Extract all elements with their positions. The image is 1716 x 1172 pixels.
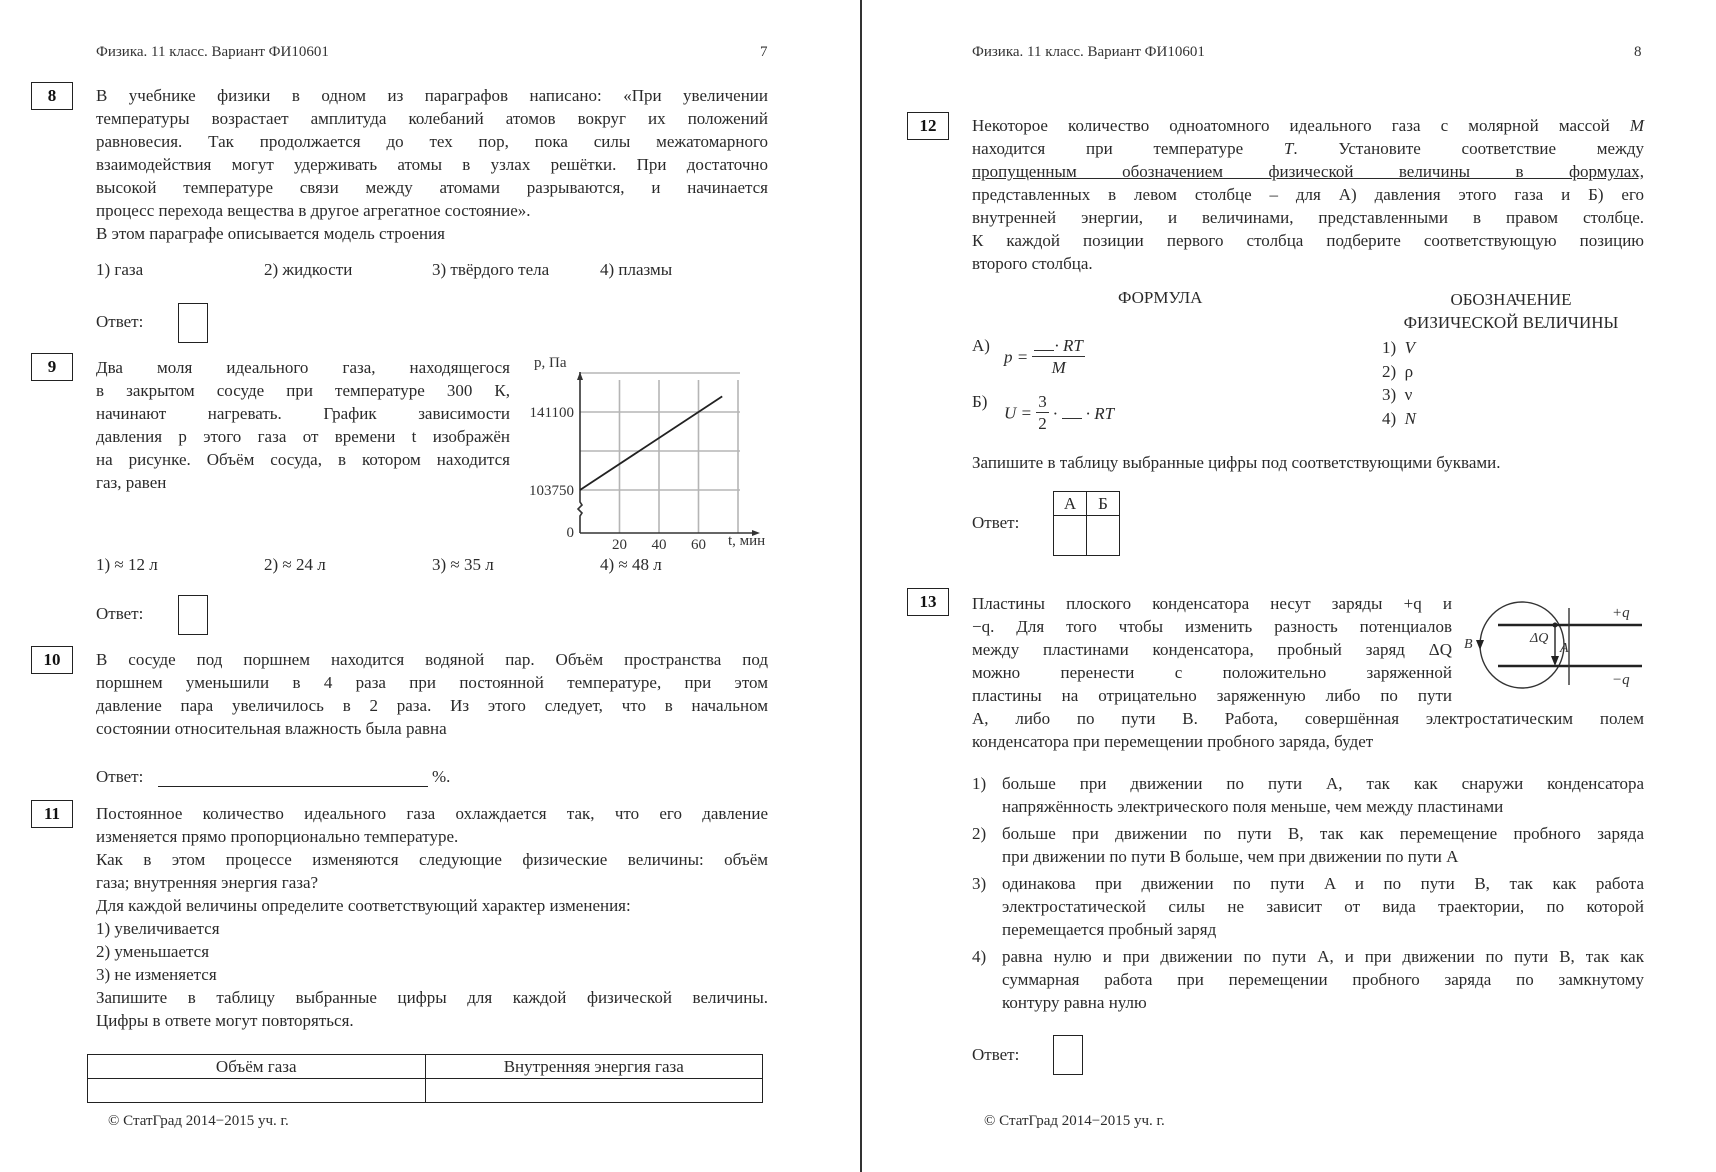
option-line: больше при движении по пути A, так как снаружи конденсатора (1002, 774, 1644, 793)
q9-option-2[interactable]: 2) ≈ 24 л (264, 555, 326, 574)
text-line: на рисунке. Объём сосуда, в котором находится (96, 450, 510, 469)
q13-options (972, 772, 1644, 1018)
footer-left: © СтатГрад 2014−2015 уч. г. (108, 1113, 289, 1129)
text-line: давление пара увеличилось в 2 раза. Из этого следует, что в начальном (96, 696, 768, 715)
formula-a: p = $\frac{\cdot RT}{M}$ (1004, 336, 1083, 377)
option-line: напряжённость электрического поля меньше, чем между пластинами (1002, 797, 1504, 816)
label-delta-q: ΔQ (1530, 631, 1549, 646)
series-line-pressure (580, 396, 722, 490)
q12-instruction: Запишите в таблицу выбранные цифры под соответствующими буквами. (972, 453, 1501, 472)
table-header-a: А (1054, 492, 1087, 516)
q9-option-4[interactable]: 4) ≈ 48 л (600, 555, 662, 574)
symbol-item: 2) ρ (1382, 361, 1414, 381)
option-line: при движении по пути B больше, чем при движении по пути A (1002, 847, 1459, 866)
text-line: поршнем уменьшили в 4 раза при постоянной температуре, при этом (96, 673, 768, 692)
q8-option-4[interactable]: 4) плазмы (600, 260, 673, 279)
y-tick-label: 141100 (529, 405, 574, 421)
text-line: внутренней энергии, и величинами, представленными в правом столбце. (972, 208, 1644, 227)
q13-answer-box[interactable] (1053, 1035, 1083, 1075)
option-number: 4) (972, 947, 987, 966)
q8-answer-box[interactable] (178, 303, 208, 343)
symbol-item: 1) V (1382, 338, 1416, 357)
question-9-text (96, 356, 510, 494)
option-number: 2) (972, 824, 987, 843)
question-10-text (96, 648, 768, 740)
q11-answer-cell-volume[interactable] (88, 1079, 426, 1103)
text-line: Для каждой величины определите соответствующий характер изменения: (96, 896, 631, 915)
text-line: Два моля идеального газа, находящегося (96, 358, 510, 377)
q13-option-3[interactable] (972, 872, 1644, 941)
q11-answer-cell-energy[interactable] (425, 1079, 763, 1103)
x-axis-label: t, мин (728, 533, 766, 549)
text-line: равновесия. Так продолжается до тех пор, пока силы межатомарного (96, 132, 768, 151)
text-line: −q. Для того чтобы изменить разность потенциалов (972, 617, 1452, 636)
test-charge-dot (1553, 623, 1558, 628)
option-number: 3) (972, 874, 987, 893)
text-line: высокой температуре связи между атомами разрываются, и начинается (96, 178, 768, 197)
label-path-b: B (1464, 637, 1473, 652)
table-header-volume: Объём газа (88, 1055, 426, 1079)
symbol-list (1382, 336, 1416, 430)
q12-answer-table (1053, 491, 1120, 556)
text-line: В учебнике физики в одном из параграфов написано: «При увеличении (96, 86, 768, 105)
question-number-11: 11 (31, 800, 73, 828)
text-line: В этом параграфе описывается модель строения (96, 224, 445, 243)
q12-answer-cell-b[interactable] (1087, 516, 1120, 556)
capacitor-diagram (1460, 590, 1670, 700)
question-8-text (96, 84, 768, 245)
text-line: находится при температуре T. Установите соответствие между (972, 139, 1644, 158)
label-plus-q: +q (1612, 605, 1630, 621)
chart-series (580, 396, 722, 490)
text-line: процесс перехода вещества в другое агрегатное состояние». (96, 201, 531, 220)
question-number-12: 12 (907, 112, 949, 140)
text-line: Запишите в таблицу выбранные цифры для каждой физической величины. (96, 988, 768, 1007)
text-line: 1) увеличивается (96, 919, 220, 938)
formula-a-label: А) (972, 336, 990, 355)
y-axis-label: p, Па (534, 355, 567, 371)
answer-label: Ответ: (96, 767, 144, 786)
chart-grid (580, 373, 740, 533)
question-12-text (972, 114, 1644, 275)
path-a-arrow-icon (1551, 656, 1559, 666)
question-13-text (972, 592, 1452, 707)
answer-label: Ответ: (972, 1045, 1020, 1064)
text-line: A, либо по пути B. Работа, совершённая электростатическим полем (972, 709, 1644, 728)
text-line: Как в этом процессе изменяются следующие физические величины: объём (96, 850, 768, 869)
q11-answer-table (87, 1054, 763, 1103)
question-number-13: 13 (907, 588, 949, 616)
text-line: пластины на отрицательно заряженную либо по пути (972, 686, 1452, 705)
q13-option-2[interactable] (972, 822, 1644, 868)
path-b-curve (1480, 602, 1564, 688)
text-line: изменяется прямо пропорционально температуре. (96, 827, 459, 846)
q9-answer-box[interactable] (178, 595, 208, 635)
option-line: больше при движении по пути B, так как перемещение пробного заряда (1002, 824, 1644, 843)
answer-label: Ответ: (972, 513, 1020, 532)
answer-label: Ответ: (96, 604, 144, 623)
page-header-right: Физика. 11 класс. Вариант ФИ10601 (972, 44, 1205, 60)
option-number: 1) (972, 774, 987, 793)
option-line: электростатической силы не зависит от вида траектории, по которой (1002, 897, 1644, 916)
text-line: В сосуде под поршнем находится водяной пар. Объём пространства под (96, 650, 768, 669)
formula-a-blank (1034, 338, 1054, 351)
label-path-a: A (1560, 641, 1569, 656)
text-line: К каждой позиции первого столбца подберите соответствующую позицию (972, 231, 1644, 250)
text-line: 3) не изменяется (96, 965, 217, 984)
option-line: одинакова при движении по пути A и по пути B, так как работа (1002, 874, 1644, 893)
text-line: в закрытом сосуде при температуре 300 К, (96, 381, 510, 400)
q8-option-3[interactable]: 3) твёрдого тела (432, 260, 550, 279)
text-line: пропущенным обозначением физической величины в формулах, (972, 162, 1644, 181)
x-tick-label: 20 (612, 537, 627, 553)
symbol-item: 3) ν (1382, 385, 1413, 404)
text-line: газа; внутренняя энергия газа? (96, 873, 319, 892)
footer-right: © СтатГрад 2014−2015 уч. г. (984, 1113, 1165, 1129)
question-11-text (96, 802, 768, 1032)
formula-column-title: ФОРМУЛА (1118, 288, 1203, 307)
text-line: Пластины плоского конденсатора несут заряды +q и (972, 594, 1452, 613)
symbol-item: 4) N (1382, 408, 1417, 428)
option-line: перемещается пробный заряд (1002, 920, 1217, 939)
y-tick-label: 0 (566, 525, 574, 541)
q12-answer-cell-a[interactable] (1054, 516, 1087, 556)
text-line: Постоянное количество идеального газа охлаждается так, что его давление (96, 804, 768, 823)
text-line: начинают нагревать. График зависимости (96, 404, 510, 423)
text-line: можно перенести с положительно заряженной (972, 663, 1452, 682)
pressure-time-chart (510, 350, 780, 555)
text-line: давления p этого газа от времени t изображён (96, 427, 510, 446)
text-line: второго столбца. (972, 254, 1093, 273)
text-line: конденсатора при перемещении пробного заряда, будет (972, 732, 1374, 751)
text-line: взаимодействия могут удерживать атомы в узлах решётки. При достаточно (96, 155, 768, 174)
chart-axes (577, 372, 760, 536)
question-number-9: 9 (31, 353, 73, 381)
symbol-column-title: ОБОЗНАЧЕНИЕ ФИЗИЧЕСКОЙ ВЕЛИЧИНЫ (1403, 290, 1619, 332)
x-tick-label: 40 (651, 537, 667, 553)
text-line: между пластинами конденсатора, пробный заряд ΔQ (972, 640, 1452, 659)
q8-option-1[interactable]: 1) газа (96, 260, 144, 279)
x-tick-label: 60 (691, 537, 706, 553)
text-line: 2) уменьшается (96, 942, 210, 961)
page-divider (860, 0, 862, 1172)
table-header-b: Б (1087, 492, 1120, 516)
question-number-10: 10 (31, 646, 73, 674)
text-line: представленных в левом столбце – для А) давления этого газа и Б) его (972, 185, 1644, 204)
q9-option-1[interactable]: 1) ≈ 12 л (96, 555, 158, 574)
q9-option-3[interactable]: 3) ≈ 35 л (432, 555, 494, 574)
y-tick-label: 103750 (529, 483, 574, 499)
text-line: состоянии относительная влажность была равна (96, 719, 447, 738)
question-number-8: 8 (31, 82, 73, 110)
text-line: Некоторое количество одноатомного идеального газа с молярной массой M (972, 116, 1644, 135)
answer-label: Ответ: (96, 312, 144, 331)
formula-b-blank (1062, 406, 1082, 419)
option-line: равна нулю и при движении по пути A, и при движении по пути B, так как (1002, 947, 1644, 966)
text-line: температуры возрастает амплитуда колебаний атомов вокруг их положений (96, 109, 768, 128)
q13-option-4[interactable] (972, 945, 1644, 1014)
text-line: Цифры в ответе могут повторяться. (96, 1011, 354, 1030)
label-minus-q: −q (1612, 672, 1630, 688)
q8-option-2[interactable]: 2) жидкости (264, 260, 353, 279)
table-header-internal-energy: Внутренняя энергия газа (425, 1055, 763, 1079)
option-line: контуру равна нулю (1002, 993, 1147, 1012)
formula-b-label: Б) (972, 392, 988, 411)
page-number-right: 8 (1634, 44, 1642, 60)
option-line: суммарная работа при перемещении пробного заряда по замкнутому (1002, 970, 1644, 989)
page-number-left: 7 (760, 44, 768, 60)
question-13-text-continued (972, 707, 1644, 753)
q10-answer-unit: %. (432, 767, 451, 786)
y-axis (578, 372, 582, 533)
page-header-left: Физика. 11 класс. Вариант ФИ10601 (96, 44, 329, 60)
text-line: газ, равен (96, 473, 167, 492)
q10-answer-line[interactable] (158, 786, 428, 787)
path-b-arrow-icon (1476, 640, 1484, 650)
formula-b: U = $\frac{3}{2}$ · · RT (1004, 392, 1115, 433)
q13-option-1[interactable] (972, 772, 1644, 818)
